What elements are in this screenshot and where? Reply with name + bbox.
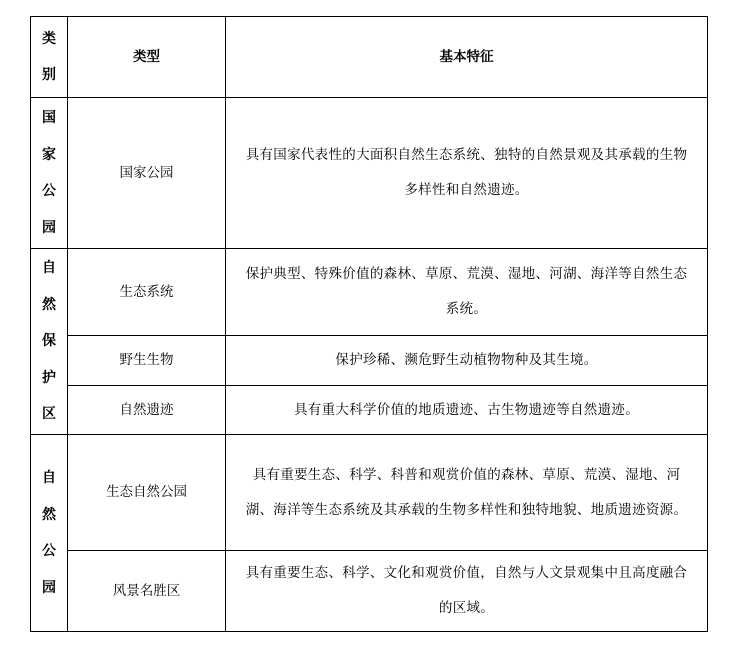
category-cell-national-park bbox=[31, 98, 68, 249]
category-char: 自 bbox=[42, 260, 56, 277]
table-row bbox=[31, 249, 708, 336]
category-char: 公 bbox=[42, 543, 56, 559]
category-char: 自 bbox=[42, 470, 56, 486]
category-char: 保 bbox=[42, 333, 56, 350]
table-row bbox=[31, 336, 708, 386]
header-type: 类型 bbox=[68, 17, 226, 98]
table-row bbox=[31, 551, 708, 632]
header-row bbox=[31, 17, 708, 98]
header-category bbox=[31, 17, 68, 98]
type-cell: 生态系统 bbox=[68, 249, 226, 336]
category-cell-nature-reserve bbox=[31, 249, 68, 435]
features-cell: 保护珍稀、濒危野生动植物物种及其生境。 bbox=[226, 336, 708, 386]
category-char: 类 bbox=[42, 30, 56, 47]
category-char: 别 bbox=[42, 67, 56, 83]
table-row bbox=[31, 386, 708, 435]
type-cell: 生态自然公园 bbox=[68, 435, 226, 551]
category-char: 然 bbox=[42, 296, 56, 313]
protected-area-classification-table bbox=[30, 16, 708, 632]
features-cell: 具有重要生态、科学、文化和观赏价值，自然与人文景观集中且高度融合的区域。 bbox=[226, 551, 708, 632]
features-cell: 具有国家代表性的大面积自然生态系统、独特的自然景观及其承载的生物多样性和自然遗迹。 bbox=[226, 98, 708, 249]
category-char: 园 bbox=[42, 579, 56, 596]
table-row bbox=[31, 435, 708, 551]
category-char: 园 bbox=[42, 219, 56, 236]
category-char: 护 bbox=[42, 369, 56, 386]
category-cell-natural-park bbox=[31, 435, 68, 632]
category-char: 区 bbox=[42, 406, 56, 423]
features-cell: 具有重要生态、科学、科普和观赏价值的森林、草原、荒漠、湿地、河湖、海洋等生态系统及其承载的生物多样性和独特地貌、地质遗迹资源。 bbox=[226, 435, 708, 551]
features-cell: 具有重大科学价值的地质遗迹、古生物遗迹等自然遗迹。 bbox=[226, 386, 708, 435]
header-features: 基本特征 bbox=[226, 17, 708, 98]
type-cell: 国家公园 bbox=[68, 98, 226, 249]
category-char: 国 bbox=[42, 110, 56, 126]
table-row bbox=[31, 98, 708, 249]
type-cell: 风景名胜区 bbox=[68, 551, 226, 632]
category-char: 公 bbox=[42, 183, 56, 199]
type-cell: 自然遗迹 bbox=[68, 386, 226, 435]
type-cell: 野生生物 bbox=[68, 336, 226, 386]
category-char: 家 bbox=[42, 146, 56, 163]
features-cell: 保护典型、特殊价值的森林、草原、荒漠、湿地、河湖、海洋等自然生态系统。 bbox=[226, 249, 708, 336]
category-char: 然 bbox=[42, 506, 56, 523]
